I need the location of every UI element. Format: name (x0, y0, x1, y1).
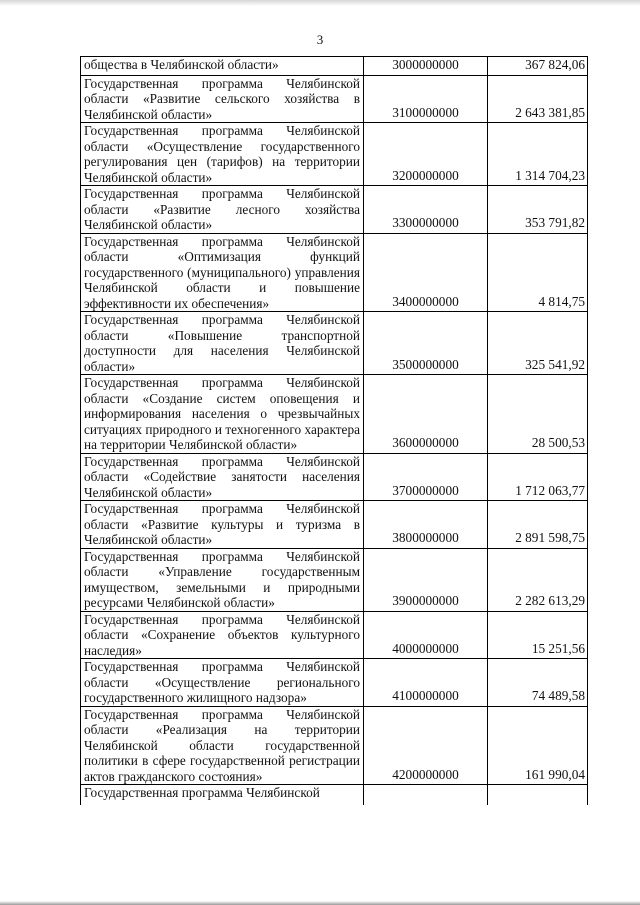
program-amount-cell: 1 314 704,23 (488, 123, 588, 186)
table-row (81, 659, 588, 707)
program-name-cell: Государственная программа Челябинской области «Развитие культуры и туризма в Челябинской области» (81, 501, 364, 549)
program-name-cell: Государственная программа Челябинской области «Осуществление государственного регулирования цен (тарифов) на территории Челябинской области» (81, 123, 364, 186)
page-number: 3 (316, 32, 324, 47)
table-row (81, 75, 588, 123)
table-row (81, 611, 588, 659)
program-name-cell: Государственная программа Челябинской области «Развитие лесного хозяйства Челябинской области» (81, 186, 364, 234)
program-code-cell: 3400000000 (364, 233, 488, 312)
program-code-cell: 3200000000 (364, 123, 488, 186)
program-code-cell: 4000000000 (364, 611, 488, 659)
program-amount-cell: 353 791,82 (488, 186, 588, 234)
table-row (81, 233, 588, 312)
program-code-cell: 3000000000 (364, 57, 488, 76)
table-row (81, 375, 588, 454)
budget-allocation-table (80, 56, 588, 805)
program-amount-cell (488, 785, 588, 805)
program-code-cell: 4200000000 (364, 706, 488, 785)
table-row (81, 453, 588, 501)
program-amount-cell: 4 814,75 (488, 233, 588, 312)
program-name-cell: общества в Челябинской области» (81, 57, 364, 76)
program-code-cell (364, 785, 488, 805)
program-code-cell: 3800000000 (364, 501, 488, 549)
program-amount-cell: 2 891 598,75 (488, 501, 588, 549)
program-amount-cell: 2 282 613,29 (488, 548, 588, 611)
program-code-cell: 3300000000 (364, 186, 488, 234)
program-name-cell: Государственная программа Челябинской области «Осуществление регионального государственного жилищного надзора» (81, 659, 364, 707)
program-code-cell: 4100000000 (364, 659, 488, 707)
program-name-cell: Государственная программа Челябинской области «Реализация на территории Челябинской области государственной политики в сфере государственной регистрации актов гражданского состояния» (81, 706, 364, 785)
program-name-cell: Государственная программа Челябинской области «Оптимизация функций государственного (муниципального) управления Челябинской области и повышение эффективности их обеспечения» (81, 233, 364, 312)
program-name-cell: Государственная программа Челябинской области «Управление государственным имуществом, земельными и природными ресурсами Челябинской области» (81, 548, 364, 611)
program-name-cell: Государственная программа Челябинской (81, 785, 364, 805)
program-amount-cell: 367 824,06 (488, 57, 588, 76)
program-code-cell: 3500000000 (364, 312, 488, 375)
program-name-cell: Государственная программа Челябинской области «Сохранение объектов культурного наследия» (81, 611, 364, 659)
program-amount-cell: 74 489,58 (488, 659, 588, 707)
table-row (81, 186, 588, 234)
table-row (81, 57, 588, 76)
table-body (81, 57, 588, 805)
program-amount-cell: 161 990,04 (488, 706, 588, 785)
table-row (81, 501, 588, 549)
scan-edge-bottom (0, 899, 640, 905)
scan-edge-top (0, 0, 640, 6)
table-row (81, 785, 588, 805)
table-row (81, 312, 588, 375)
table-row (81, 123, 588, 186)
program-name-cell: Государственная программа Челябинской области «Повышение транспортной доступности для населения Челябинской области» (81, 312, 364, 375)
program-amount-cell: 1 712 063,77 (488, 453, 588, 501)
table-row (81, 548, 588, 611)
program-code-cell: 3600000000 (364, 375, 488, 454)
program-amount-cell: 15 251,56 (488, 611, 588, 659)
program-code-cell: 3900000000 (364, 548, 488, 611)
program-amount-cell: 2 643 381,85 (488, 75, 588, 123)
program-name-cell: Государственная программа Челябинской области «Развитие сельского хозяйства в Челябинской области» (81, 75, 364, 123)
table-row (81, 706, 588, 785)
program-amount-cell: 325 541,92 (488, 312, 588, 375)
program-code-cell: 3100000000 (364, 75, 488, 123)
program-name-cell: Государственная программа Челябинской области «Создание систем оповещения и информирования населения о чрезвычайных ситуациях природного и техногенного характера на территории Челябинской области» (81, 375, 364, 454)
program-code-cell: 3700000000 (364, 453, 488, 501)
program-amount-cell: 28 500,53 (488, 375, 588, 454)
program-name-cell: Государственная программа Челябинской области «Содействие занятости населения Челябинской области» (81, 453, 364, 501)
